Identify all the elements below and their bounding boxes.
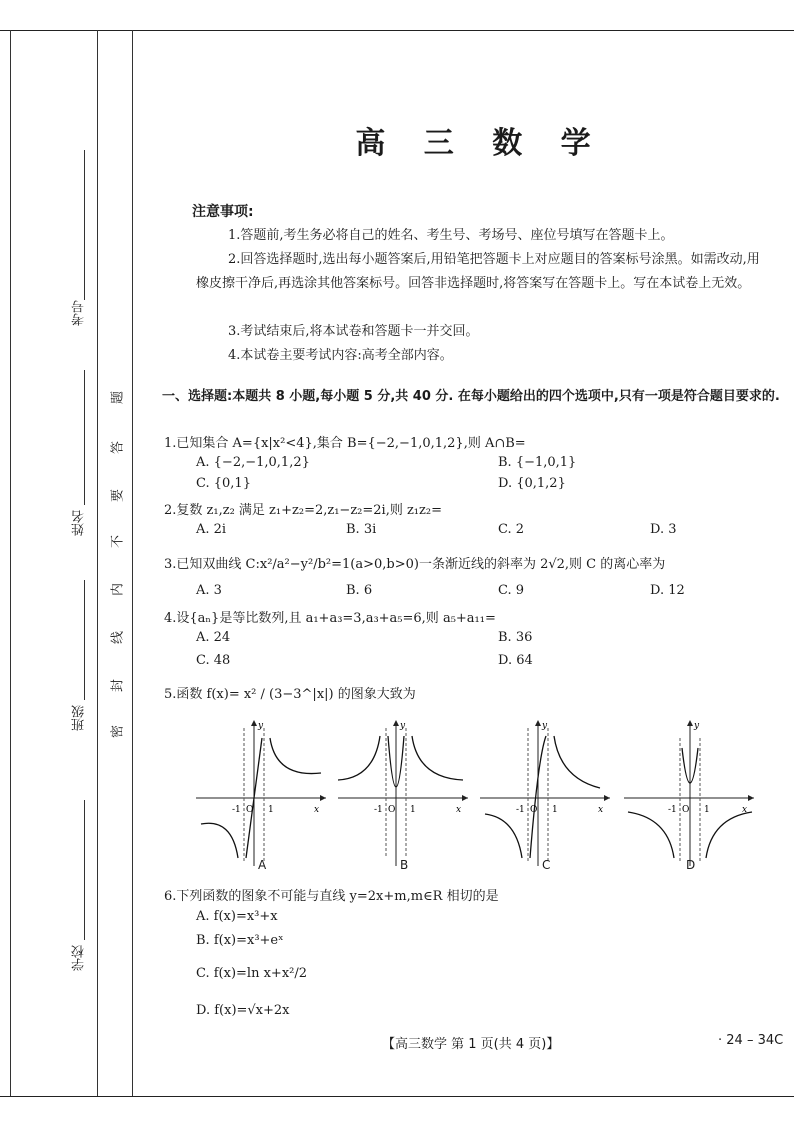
question-stem: 2.复数 z₁,z₂ 满足 z₁+z₂=2,z₁−z₂=2i,则 z₁z₂= <box>164 503 442 518</box>
axis-label: -1 <box>374 805 383 815</box>
graph-c <box>480 718 612 868</box>
notice-item: 3.考试结束后,将本试卷和答题卡一并交回。 <box>228 324 479 339</box>
page-title: 高 三 数 学 <box>355 126 605 161</box>
question-stem: 1.已知集合 A={x|x²<4},集合 B={−2,−1,0,1,2},则 A∩B= <box>164 436 526 451</box>
option-b: B. 3i <box>346 522 377 537</box>
seal-char: 密 <box>110 725 126 739</box>
axis-label: y <box>400 721 406 731</box>
graph-a <box>196 718 328 868</box>
axis-label: 1 <box>552 805 558 815</box>
axis-label: 1 <box>268 805 274 815</box>
seal-char: 不 <box>110 535 126 549</box>
question-stem: 4.设{aₙ}是等比数列,且 a₁+a₃=3,a₃+a₅=6,则 a₅+a₁₁= <box>164 611 496 626</box>
question-stem: 5.函数 f(x)= x² / (3−3^|x|) 的图象大致为 <box>164 687 416 702</box>
seal-char: 内 <box>110 583 126 597</box>
page-footer: 【高三数学 第 1 页(共 4 页)】 <box>382 1037 560 1052</box>
option-c: C. {0,1} <box>196 476 251 491</box>
option-c: C. f(x)=ln x+x²/2 <box>196 966 308 981</box>
option-a: A. 24 <box>196 630 231 645</box>
graph-label: D <box>686 858 696 872</box>
side-field-name <box>58 370 98 570</box>
seal-char: 封 <box>110 679 126 693</box>
side-field-label: 考号 <box>72 300 87 326</box>
paper-code: · 24 – 34C <box>718 1033 784 1048</box>
option-d: D. f(x)=√x+2x <box>196 1003 290 1018</box>
question-stem: 3.已知双曲线 C:x²/a²−y²/b²=1(a>0,b>0)一条渐近线的斜率为 2√2,则 C 的离心率为 <box>164 557 666 572</box>
side-field-label: 姓名 <box>72 510 87 536</box>
axis-label: -1 <box>516 805 525 815</box>
top-border <box>0 30 794 31</box>
option-a: A. {−2,−1,0,1,2} <box>196 455 310 470</box>
option-b: B. 36 <box>498 630 533 645</box>
option-b: B. {−1,0,1} <box>498 455 577 470</box>
side-field-label: 班级 <box>72 705 87 731</box>
fill-line <box>84 580 85 700</box>
axis-label: O <box>388 805 396 815</box>
axis-label: x <box>598 805 604 815</box>
graph-b <box>338 718 470 868</box>
axis-label: O <box>682 805 690 815</box>
axis-label: O <box>246 805 254 815</box>
axis-label: 1 <box>410 805 416 815</box>
side-field-school <box>58 800 98 1000</box>
seal-char: 答 <box>110 441 126 455</box>
axis-label: -1 <box>232 805 241 815</box>
seal-char: 线 <box>110 631 126 645</box>
axis-label: O <box>530 805 538 815</box>
graph-label: B <box>400 858 409 872</box>
graph-d <box>624 718 756 868</box>
left-edge-line <box>10 30 11 1096</box>
question-stem: 6.下列函数的图象不可能与直线 y=2x+m,m∈R 相切的是 <box>164 889 499 904</box>
axis-label: 1 <box>704 805 710 815</box>
section-heading: 一、选择题:本题共 8 小题,每小题 5 分,共 40 分. 在每小题给出的四个选项中,只有一项是符合题目要求的. <box>162 389 780 404</box>
option-a: A. 3 <box>196 583 222 598</box>
option-c: C. 2 <box>498 522 525 537</box>
notice-heading: 注意事项: <box>192 204 254 220</box>
seal-char: 题 <box>110 391 126 405</box>
fill-line <box>84 370 85 505</box>
axis-label: -1 <box>668 805 677 815</box>
option-d: D. 12 <box>650 583 685 598</box>
axis-label: y <box>694 721 700 731</box>
axis-label: y <box>258 721 264 731</box>
side-field-exam-number <box>58 150 98 350</box>
option-a: A. 2i <box>196 522 227 537</box>
option-d: D. {0,1,2} <box>498 476 566 491</box>
side-field-class <box>58 580 98 780</box>
side-field-label: 学校 <box>72 945 87 971</box>
notice-item: 4.本试卷主要考试内容:高考全部内容。 <box>228 348 453 363</box>
option-b: B. f(x)=x³+eˣ <box>196 933 284 948</box>
fill-line <box>84 150 85 300</box>
option-a: A. f(x)=x³+x <box>196 909 278 924</box>
option-d: D. 3 <box>650 522 677 537</box>
notice-item: 2.回答选择题时,选出每小题答案后,用铅笔把答题卡上对应题目的答案标号涂黑。如需改动,用橡皮擦干净后,再选涂其他答案标号。回答非选择题时,将答案写在答题卡上。写在本试卷上无效。 <box>196 252 760 291</box>
option-c: C. 9 <box>498 583 525 598</box>
graph-label: A <box>258 858 267 872</box>
option-c: C. 48 <box>196 653 231 668</box>
option-b: B. 6 <box>346 583 373 598</box>
binding-line-inner <box>132 30 133 1096</box>
axis-label: x <box>456 805 462 815</box>
axis-label: y <box>542 721 548 731</box>
graph-label: C <box>542 858 551 872</box>
seal-char: 要 <box>110 489 126 503</box>
axis-label: x <box>314 805 320 815</box>
bottom-border <box>0 1096 794 1097</box>
fill-line <box>84 800 85 940</box>
axis-label: x <box>742 805 748 815</box>
option-d: D. 64 <box>498 653 533 668</box>
notice-item: 1.答题前,考生务必将自己的姓名、考生号、考场号、座位号填写在答题卡上。 <box>228 228 674 243</box>
